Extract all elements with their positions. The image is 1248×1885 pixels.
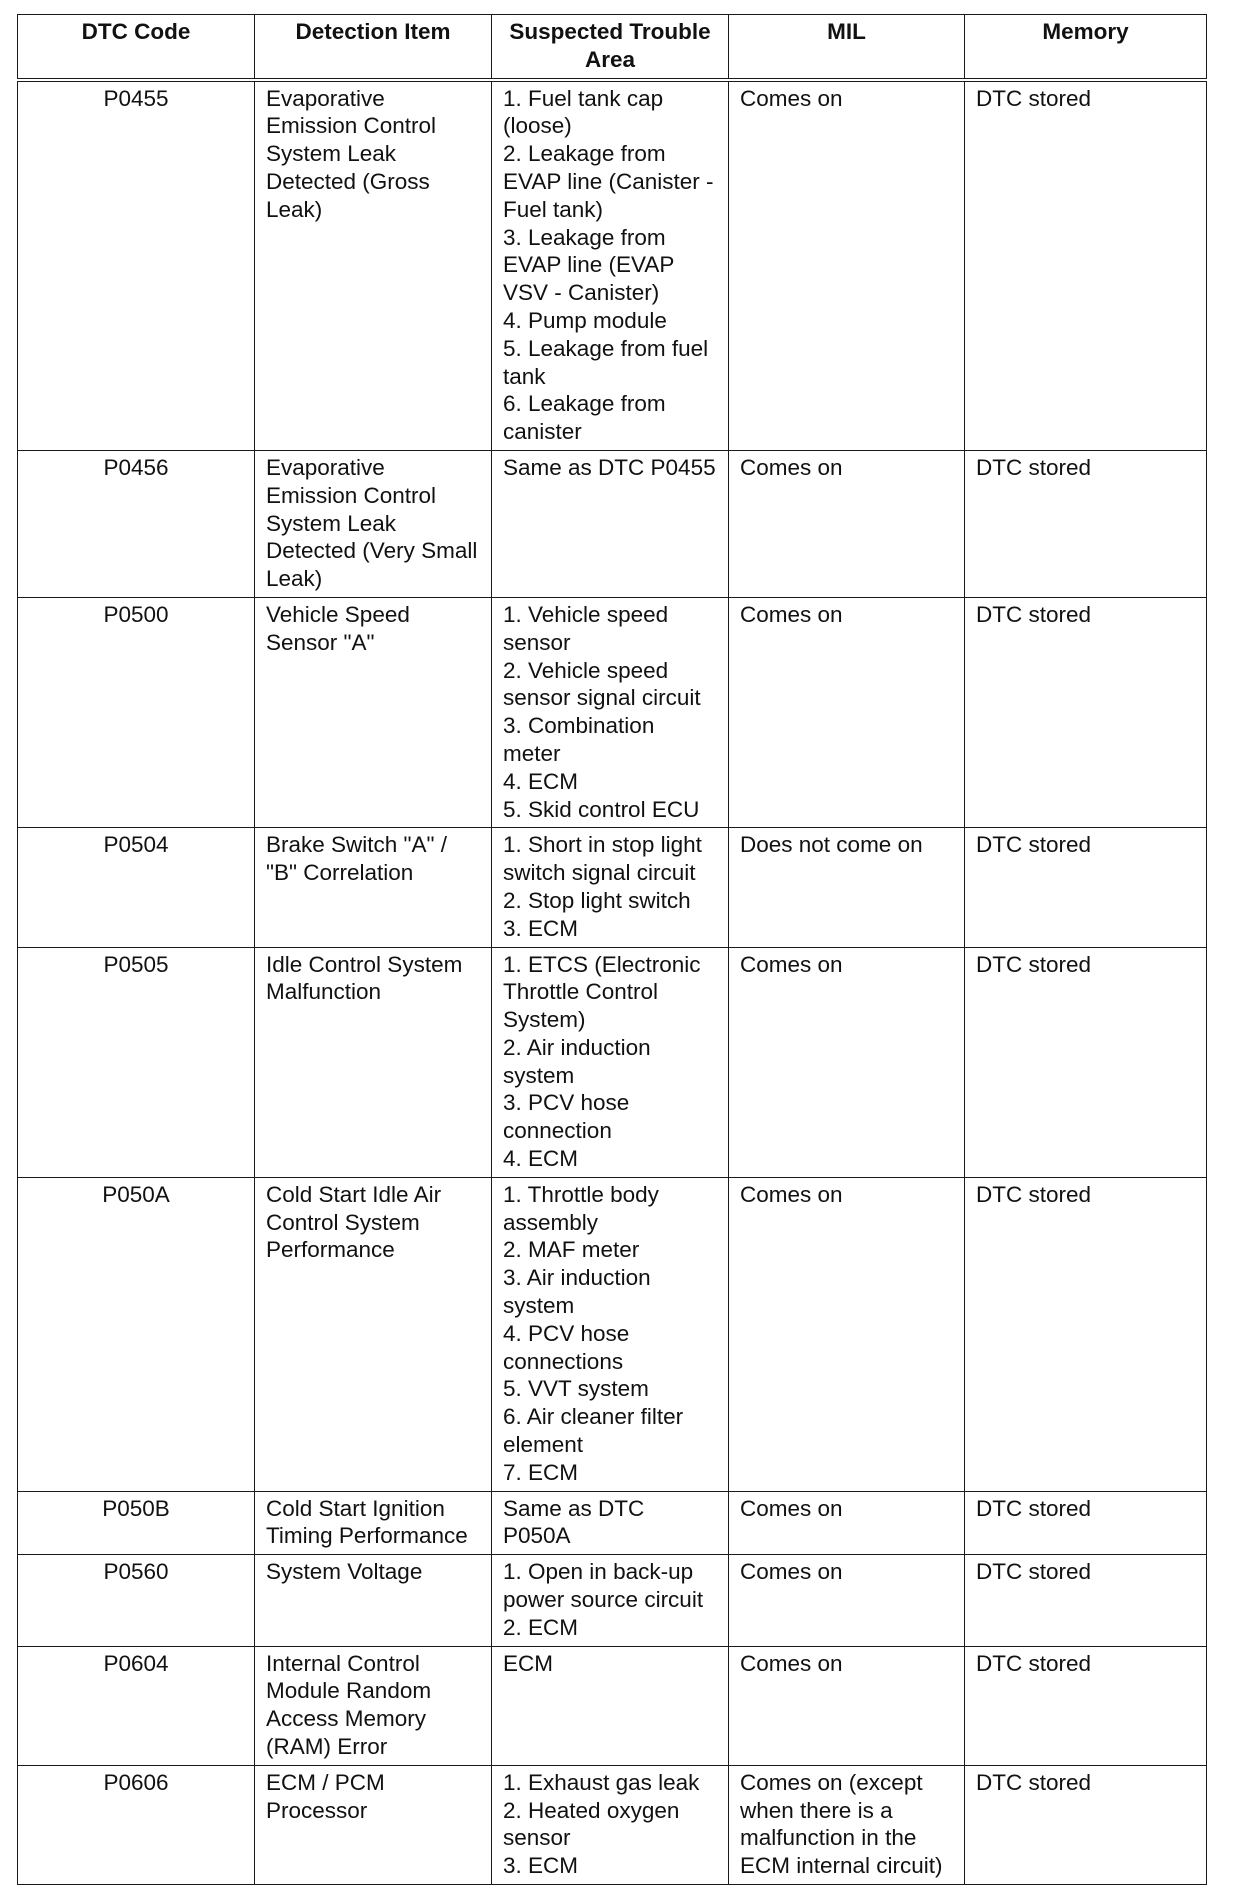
suspected-trouble-area-cell: [492, 80, 729, 451]
table-body: [18, 80, 1207, 1885]
table-row: [18, 597, 1207, 827]
detection-item-cell: ECM / PCM Processor: [255, 1765, 492, 1884]
memory-cell: DTC stored: [965, 1177, 1207, 1491]
trouble-area-item: 2. Stop light switch: [503, 887, 691, 913]
trouble-area-item: 7. ECM: [503, 1459, 579, 1485]
mil-cell: Comes on: [729, 450, 965, 597]
trouble-area-item: 5. Leakage from fuel tank: [503, 335, 709, 389]
header-suspected-trouble-area: Suspected Trouble Area: [492, 15, 729, 80]
header-dtc-code: DTC Code: [18, 15, 255, 80]
detection-item-cell: Idle Control System Malfunction: [255, 947, 492, 1177]
dtc-code-cell: P0504: [18, 828, 255, 947]
trouble-area-item: 2. Vehicle speed sensor signal circuit: [503, 657, 701, 711]
mil-cell: Comes on: [729, 1646, 965, 1765]
detection-item-cell: Evaporative Emission Control System Leak Detected (Very Small Leak): [255, 450, 492, 597]
header-memory: Memory: [965, 15, 1207, 80]
trouble-area-item: 5. VVT system: [503, 1376, 649, 1402]
table-row: [18, 80, 1207, 451]
memory-cell: DTC stored: [965, 450, 1207, 597]
trouble-area-item: 4. ECM: [503, 768, 579, 794]
table-row: [18, 1765, 1207, 1884]
trouble-area-item: 2. Air induction system: [503, 1034, 651, 1088]
dtc-code-cell: P0604: [18, 1646, 255, 1765]
suspected-trouble-area-cell: [492, 947, 729, 1177]
suspected-trouble-area-cell: [492, 1177, 729, 1491]
mil-cell: Comes on: [729, 1491, 965, 1555]
mil-cell: Does not come on: [729, 828, 965, 947]
table-row: [18, 1646, 1207, 1765]
dtc-code-cell: P0560: [18, 1555, 255, 1646]
header-mil: MIL: [729, 15, 965, 80]
trouble-area-item: 3. Combination meter: [503, 713, 655, 766]
trouble-area-item: Same as DTC P0455: [503, 454, 716, 480]
trouble-area-item: 2. MAF meter: [503, 1237, 640, 1263]
memory-cell: DTC stored: [965, 1646, 1207, 1765]
detection-item-cell: Internal Control Module Random Access Memory (RAM) Error: [255, 1646, 492, 1765]
suspected-trouble-area-cell: [492, 1646, 729, 1765]
trouble-area-item: ECM: [503, 1650, 553, 1676]
trouble-area-item: 1. Open in back-up power source circuit: [503, 1559, 704, 1613]
detection-item-cell: System Voltage: [255, 1555, 492, 1646]
trouble-area-item: 3. Air induction system: [503, 1265, 651, 1319]
trouble-area-item: 3. ECM: [503, 1853, 579, 1879]
trouble-area-item: 1. Exhaust gas leak: [503, 1769, 700, 1795]
detection-item-cell: Brake Switch "A" / "B" Correlation: [255, 828, 492, 947]
trouble-area-item: 3. PCV hose connection: [503, 1090, 630, 1144]
dtc-code-cell: P050A: [18, 1177, 255, 1491]
trouble-area-item: 5. Skid control ECU: [503, 796, 700, 822]
trouble-area-item: 4. PCV hose connections: [503, 1320, 630, 1374]
trouble-area-item: 2. Leakage from EVAP line (Canister - Fuel tank): [503, 141, 714, 222]
table-row: [18, 1555, 1207, 1646]
table-row: [18, 450, 1207, 597]
trouble-area-item: 3. Leakage from EVAP line (EVAP VSV - Canister): [503, 224, 674, 306]
trouble-area-item: 3. ECM: [503, 915, 579, 941]
detection-item-cell: Vehicle Speed Sensor "A": [255, 597, 492, 827]
dtc-code-cell: P0500: [18, 597, 255, 827]
mil-cell: Comes on: [729, 1555, 965, 1646]
suspected-trouble-area-cell: [492, 450, 729, 597]
table-row: [18, 1491, 1207, 1555]
memory-cell: DTC stored: [965, 1491, 1207, 1555]
suspected-trouble-area-cell: [492, 1765, 729, 1884]
dtc-code-cell: P0505: [18, 947, 255, 1177]
memory-cell: DTC stored: [965, 80, 1207, 451]
trouble-area-item: 4. Pump module: [503, 307, 667, 333]
trouble-area-item: 2. ECM: [503, 1614, 579, 1640]
dtc-code-cell: P0606: [18, 1765, 255, 1884]
memory-cell: DTC stored: [965, 828, 1207, 947]
trouble-area-item: 1. Fuel tank cap (loose): [503, 85, 664, 139]
suspected-trouble-area-cell: [492, 1491, 729, 1555]
mil-cell: Comes on: [729, 80, 965, 451]
mil-cell: Comes on (except when there is a malfunction in the ECM internal circuit): [729, 1765, 965, 1884]
trouble-area-item: 1. Short in stop light switch signal circuit: [503, 832, 702, 886]
detection-item-cell: Evaporative Emission Control System Leak Detected (Gross Leak): [255, 80, 492, 451]
dtc-code-cell: P0456: [18, 450, 255, 597]
memory-cell: DTC stored: [965, 1765, 1207, 1884]
dtc-code-cell: P050B: [18, 1491, 255, 1555]
mil-cell: Comes on: [729, 597, 965, 827]
memory-cell: DTC stored: [965, 597, 1207, 827]
table-row: [18, 828, 1207, 947]
dtc-code-cell: P0455: [18, 80, 255, 451]
dtc-document: [17, 14, 1206, 1885]
header-detection-item: Detection Item: [255, 15, 492, 80]
detection-item-cell: Cold Start Ignition Timing Performance: [255, 1491, 492, 1555]
trouble-area-item: 2. Heated oxygen sensor: [503, 1797, 680, 1851]
dtc-table: [17, 14, 1207, 1885]
table-header-row: [18, 15, 1207, 80]
trouble-area-item: 4. ECM: [503, 1146, 579, 1172]
trouble-area-item: 1. Throttle body assembly: [503, 1181, 659, 1235]
table-row: [18, 947, 1207, 1177]
trouble-area-item: 1. ETCS (Electronic Throttle Control System): [503, 951, 701, 1033]
trouble-area-item: 1. Vehicle speed sensor: [503, 601, 669, 655]
detection-item-cell: Cold Start Idle Air Control System Performance: [255, 1177, 492, 1491]
mil-cell: Comes on: [729, 947, 965, 1177]
suspected-trouble-area-cell: [492, 1555, 729, 1646]
suspected-trouble-area-cell: [492, 828, 729, 947]
mil-cell: Comes on: [729, 1177, 965, 1491]
suspected-trouble-area-cell: [492, 597, 729, 827]
table-row: [18, 1177, 1207, 1491]
trouble-area-item: Same as DTC P050A: [503, 1495, 645, 1549]
trouble-area-item: 6. Leakage from canister: [503, 391, 666, 445]
memory-cell: DTC stored: [965, 947, 1207, 1177]
memory-cell: DTC stored: [965, 1555, 1207, 1646]
trouble-area-item: 6. Air cleaner filter element: [503, 1404, 684, 1458]
